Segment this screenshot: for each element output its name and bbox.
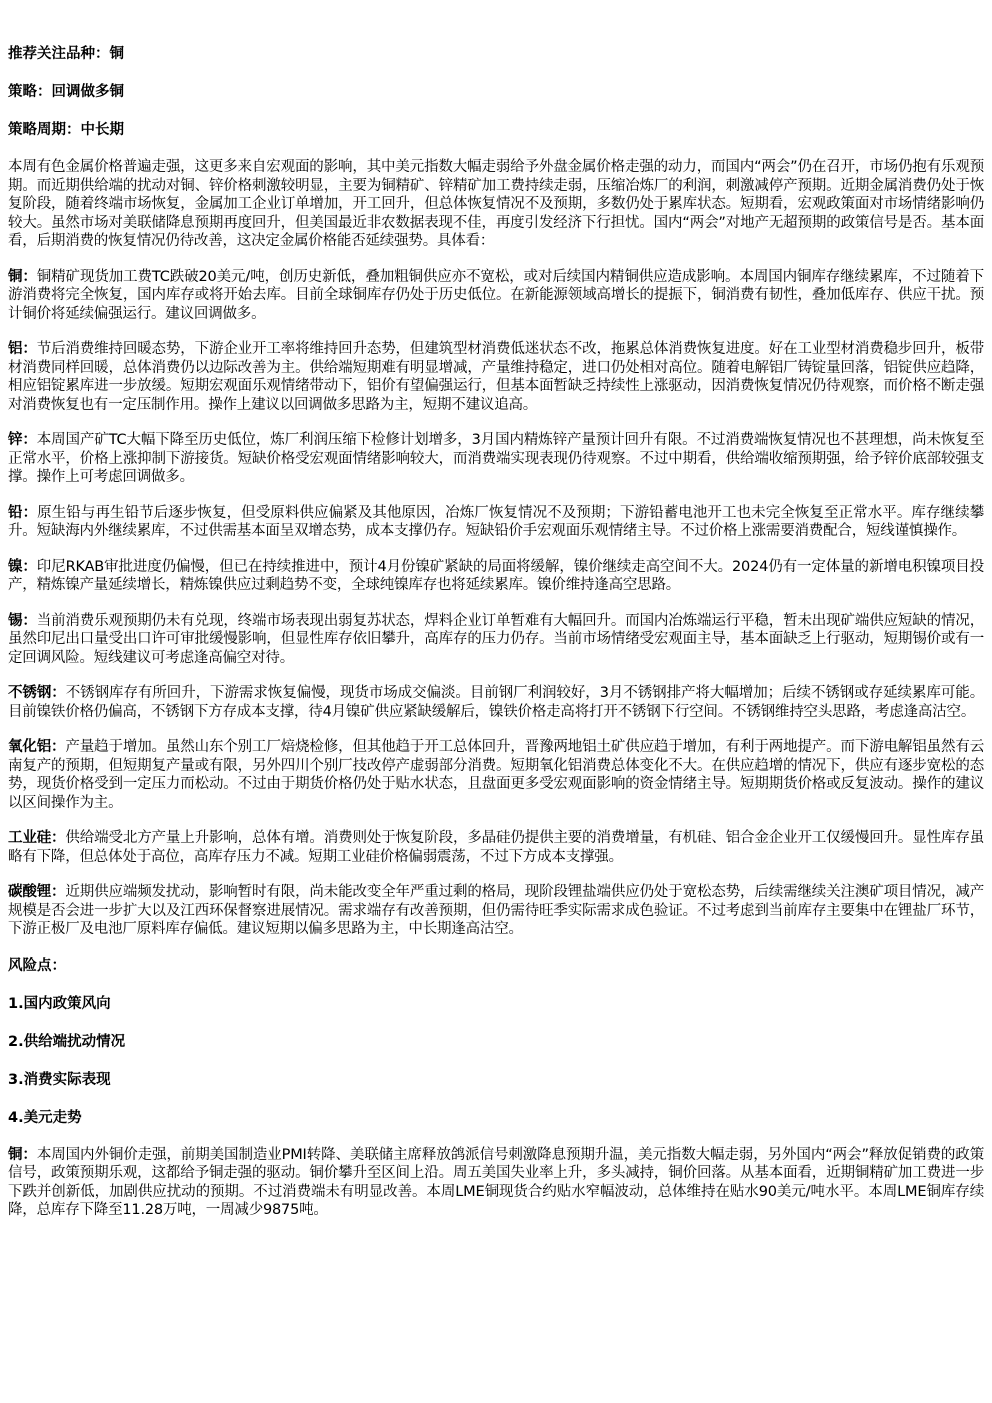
metal-paragraph-aluminum <box>8 340 984 414</box>
strategy-period: 策略周期：中长期 <box>8 122 124 138</box>
metal-paragraph-tin <box>8 612 984 668</box>
metal-label: 工业硅： <box>8 830 66 846</box>
metal-text: 本周国产矿TC大幅下降至历史低位，炼厂利润压缩下检修计划增多，3月国内精炼锌产量预计回升有限。不过消费端恢复情况也不甚理想，尚未恢复至正常水平，价格上涨抑制下游接货。短缺价格受宏观面情绪影响较大，而消费端实现表现仍待观察。不过中期看，供给端收缩预期强，给予锌价底部较强支撑。操作上可考虑回调做多。 <box>8 432 984 485</box>
recommended-variety: 推荐关注品种：铜 <box>8 46 124 62</box>
risk-item: 3.消费实际表现 <box>8 1071 111 1088</box>
metal-paragraph-copper <box>8 268 984 324</box>
strategy: 策略：回调做多铜 <box>8 84 124 100</box>
risk-title: 风险点： <box>8 957 66 974</box>
metal-text: 产量趋于增加。虽然山东个别工厂焙烧检修，但其他趋于开工总体回升，晋豫两地铝土矿供应趋于增加，有利于两地提产。而下游电解铝虽然有云南复产的预期，但短期复产量或有限，另外四川个别厂技改停产虚弱部分消费。短期氧化铝消费总体变化不大。在供应趋增的情况下，供应有逐步宽松的态势，现货价格受到一定压力而松动。不过由于期货价格仍处于贴水状态，且盘面更多受宏观面影响的资金情绪主导。短期期货价格或反复波动。操作的建议以区间操作为主。 <box>8 739 984 811</box>
closing-label: 铜： <box>8 1146 37 1163</box>
metal-text: 近期供应端频发扰动，影响暂时有限，尚未能改变全年严重过剩的格局，现阶段锂盐端供应仍处于宽松态势，后续需继续关注澳矿项目情况，减产规模是否会进一步扩大以及江西环保督察进展情况。需求端存有改善预期，但仍需待旺季实际需求成色验证。不过考虑到当前库存主要集中在锂盐厂环节，下游正极厂及电池厂原料库存偏低。建议短期以偏多思路为主，中长期逢高沽空。 <box>8 884 984 937</box>
metal-label: 铅： <box>8 504 38 521</box>
metal-label: 不锈钢： <box>8 685 66 701</box>
metal-paragraph-alumina <box>8 738 984 812</box>
risk-item: 1.国内政策风向 <box>8 995 111 1012</box>
closing-copper-paragraph <box>8 1146 984 1220</box>
closing-text: 本周国内外铜价走强，前期美国制造业PMI转降、美联储主席释放鸽派信号刺激降息预期升温，美元指数大幅走弱，另外国内“两会”释放促销费的政策信号，政策预期乐观，这都给予铜走强的驱动。铜价攀升至区间上沿。周五美国失业率上升，多头减持，铜价回落。从基本面看，近期铜精矿加工费进一步下跌并创新低，加剧供应扰动的预期。不过消费端未有明显改善。本周LME铜现货合约贴水窄幅波动，总体维持在贴水90美元/吨水平。本周LME铜库存续降，总库存下降至11.28万吨，一周减少9875吨。 <box>8 1146 984 1218</box>
metal-paragraph-zinc <box>8 431 984 487</box>
metal-label: 碳酸锂： <box>8 884 66 900</box>
intro-paragraph: 本周有色金属价格普遍走强，这更多来自宏观面的影响，其中美元指数大幅走弱给予外盘金属价格走强的动力，而国内“两会”仍在召开，市场仍抱有乐观预期。而近期供给端的扰动对铜、锌价格刺激较明显，主要为铜精矿、锌精矿加工费持续走弱，压缩冶炼厂的利润，刺激减停产预期。近期金属消费仍处于恢复阶段，随着终端市场恢复，金属加工企业订单增加，开工回升，但总体恢复情况不及预期，多数仍处于累库状态。短期看，宏观政策面对市场情绪影响仍较大。虽然市场对美联储降息预期再度回升，但美国最近非农数据表现不佳，再度引发经济下行担忧。国内“两会”对地产无超预期的政策信号是否。基本面看，后期消费的恢复情况仍待改善，这决定金属价格能否延续强势。具体看： <box>8 159 984 249</box>
metal-paragraph-industrial-silicon <box>8 829 984 866</box>
metal-text: 印尼RKAB审批进度仍偏慢，但已在持续推进中，预计4月份镍矿紧缺的局面将缓解，镍价继续走高空间不大。2024仍有一定体量的新增电积镍项目投产，精炼镍产量延续增长，精炼镍供应过剩趋势不变，全球纯镍库存也将延续累库。镍价维持逢高空思路。 <box>8 558 984 593</box>
metal-paragraph-lithium-carbonate <box>8 883 984 939</box>
metal-label: 铝： <box>8 341 37 357</box>
metal-label: 氧化铝： <box>8 739 66 755</box>
metal-label: 铜： <box>8 268 37 285</box>
metal-paragraph-lead <box>8 504 984 541</box>
metal-paragraph-stainless-steel <box>8 684 984 721</box>
metal-text: 当前消费乐观预期仍未有兑现，终端市场表现出弱复苏状态，焊料企业订单暂难有大幅回升。而国内冶炼端运行平稳，暂未出现矿端供应短缺的情况，虽然印尼出口量受出口许可审批缓慢影响，但显性库存依旧攀升，高库存的压力仍存。当前市场情绪受宏观面主导，基本面缺乏上行驱动，短期锡价或有一定回调风险。短线建议可考虑逢高偏空对待。 <box>8 612 984 666</box>
metal-label: 锡： <box>8 612 37 629</box>
risk-item: 4.美元走势 <box>8 1109 82 1126</box>
metal-text: 供给端受北方产量上升影响，总体有增。消费则处于恢复阶段，多晶硅仍提供主要的消费增量，有机硅、铝合金企业开工仅缓慢回升。显性库存虽略有下降，但总体处于高位，高库存压力不减。短期工业硅价格偏弱震荡，不过下方成本支撑强。 <box>8 830 984 865</box>
metal-paragraph-nickel <box>8 558 984 595</box>
metal-label: 锌： <box>8 432 37 448</box>
metal-text: 原生铅与再生铅节后逐步恢复，但受原料供应偏紧及其他原因，冶炼厂恢复情况不及预期；下游铅蓄电池开工也未完全恢复至正常水平。库存继续攀升。短缺海内外继续累库，不过供需基本面呈双增态势，成本支撑仍存。短缺铅价手宏观面乐观情绪主导。不过价格上涨需要消费配合，短线谨慎操作。 <box>8 504 984 539</box>
metal-label: 镍： <box>8 558 37 575</box>
risk-item: 2.供给端扰动情况 <box>8 1033 126 1050</box>
metal-text: 节后消费维持回暖态势，下游企业开工率将维持回升态势，但建筑型材消费低迷状态不改，拖累总体消费恢复进度。好在工业型材消费稳步回升，板带材消费同样回暖，总体消费仍以边际改善为主。供给端短期难有明显增减，产量维持稳定，进口仍处相对高位。随着电解铝厂铸锭量回落，铝锭供应趋降，相应铝锭累库进一步放缓。短期宏观面乐观情绪带动下，铝价有望偏强运行，但基本面暂缺乏持续性上涨驱动，因消费恢复情况仍待观察，而价格不断走强对消费恢复也有一定压制作用。操作上建议以回调做多思路为主，短期不建议追高。 <box>8 341 984 413</box>
metal-text: 不锈钢库存有所回升，下游需求恢复偏慢，现货市场成交偏淡。目前钢厂利润较好，3月不锈钢排产将大幅增加；后续不锈钢或存延续累库可能。目前镍铁价格仍偏高，不锈钢下方存成本支撑，待4月镍矿供应紧缺缓解后，镍铁价格走高将打开不锈钢下行空间。不锈钢维持空头思路，考虑逢高沽空。 <box>8 685 984 720</box>
metal-text: 铜精矿现货加工费TC跌破20美元/吨，创历史新低，叠加粗铜供应亦不宽松，或对后续国内精铜供应造成影响。本周国内铜库存继续累库，不过随着下游消费将完全恢复，国内库存或将开始去库。目前全球铜库存仍处于历史低位。在新能源领域高增长的提振下，铜消费有韧性，叠加低库存、供应干扰。预计铜价将延续偏强运行。建议回调做多。 <box>8 268 984 322</box>
